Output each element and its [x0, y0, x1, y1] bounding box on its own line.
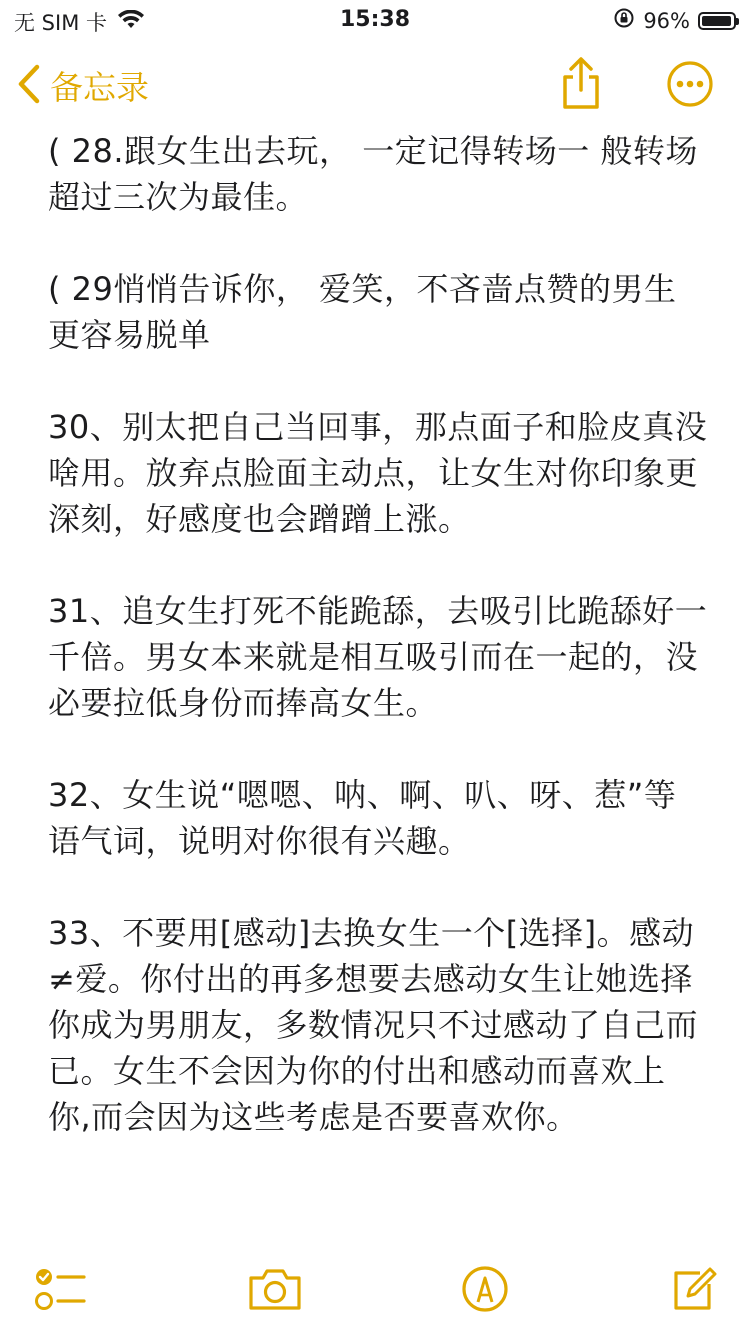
status-right	[613, 7, 736, 34]
back-label: 备忘录	[50, 68, 149, 107]
orientation-lock-icon	[613, 7, 635, 34]
more-icon	[666, 93, 714, 112]
battery-fill	[702, 16, 731, 26]
bottom-toolbar	[0, 1258, 750, 1328]
compose-icon	[670, 1299, 718, 1318]
note-body[interactable]	[48, 128, 708, 1186]
note-paragraph: ( 28.跟女生出去玩， 一定记得转场一 般转场超过三次为最佳。	[48, 132, 698, 216]
checklist-button[interactable]	[34, 1264, 88, 1318]
markup-button[interactable]	[460, 1264, 510, 1318]
compose-button[interactable]	[670, 1264, 718, 1318]
battery-icon	[698, 12, 736, 30]
battery-percent: 96%	[643, 8, 690, 33]
more-button[interactable]	[666, 60, 714, 112]
camera-button[interactable]	[246, 1264, 304, 1318]
note-paragraph: 30、别太把自己当回事，那点面子和脸皮真没啥用。放弃点脸面主动点，让女生对你印象更深刻，好感度也会蹭蹭上涨。	[48, 408, 708, 538]
checklist-icon	[34, 1299, 88, 1318]
status-bar	[0, 0, 750, 44]
markup-pen-icon	[460, 1299, 510, 1318]
share-button[interactable]	[558, 56, 604, 114]
chevron-left-icon	[16, 63, 42, 109]
share-icon	[558, 95, 604, 114]
note-paragraph: 33、不要用[感动]去换女生一个[选择]。感动≠爱。你付出的再多想要去感动女生让她选择你成为男朋友，多数情况只不过感动了自己而已。女生不会因为你的付出和感动而喜欢上你,而会因为这些考虑是否要喜欢你。	[48, 914, 699, 1136]
camera-icon	[246, 1299, 304, 1318]
note-paragraph: 32、女生说“嗯嗯、呐、啊、叭、呀、惹”等语气词，说明对你很有兴趣。	[48, 776, 677, 860]
note-paragraph: ( 29悄悄告诉你， 爱笑，不吝啬点赞的男生更容易脱单	[48, 270, 677, 354]
carrier-label: 无 SIM 卡	[14, 11, 107, 35]
note-paragraph: 31、追女生打死不能跪舔，去吸引比跪舔好一千倍。男女本来就是相互吸引而在一起的，没必要拉低身份而捧高女生。	[48, 592, 708, 722]
status-time: 15:38	[339, 7, 411, 32]
back-button[interactable]	[16, 62, 149, 109]
nav-bar	[0, 48, 750, 124]
battery-tip	[736, 18, 739, 25]
